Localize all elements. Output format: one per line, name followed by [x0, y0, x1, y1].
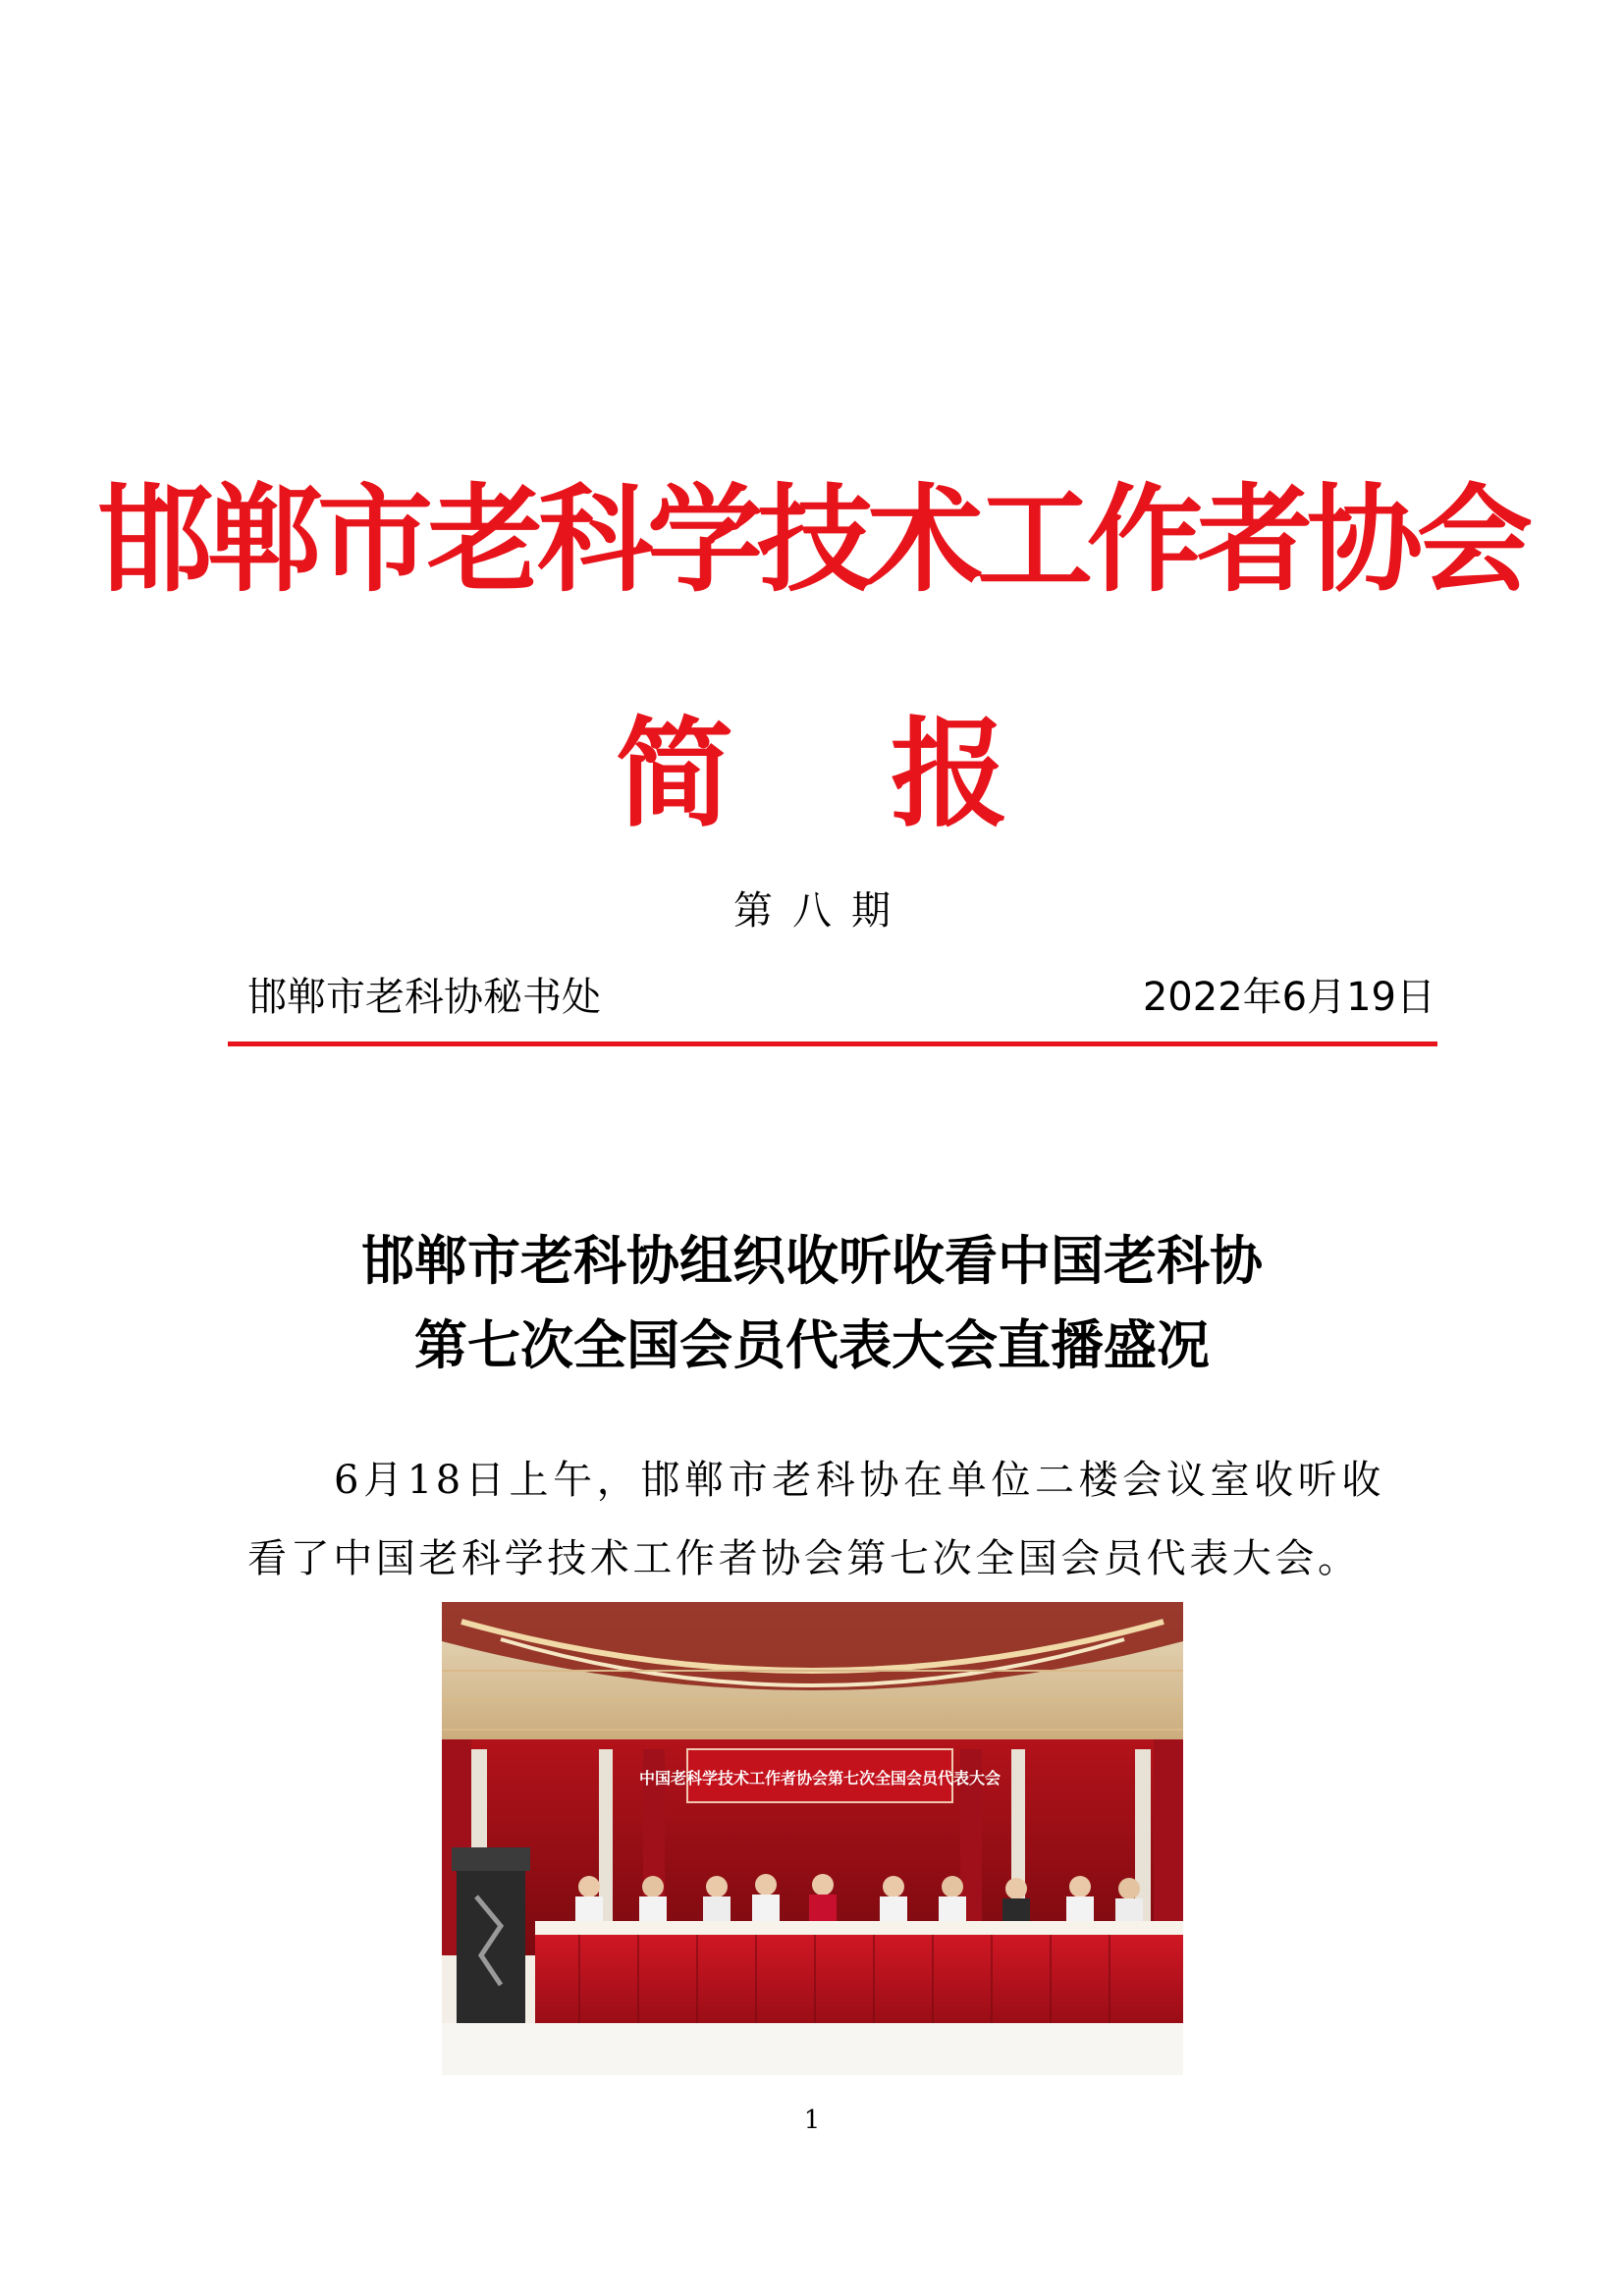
article-headline-line1: 邯郸市老科协组织收听收看中国老科协 — [361, 1229, 1263, 1292]
meeting-photo-illustration — [442, 1602, 1183, 2075]
photo-banner-text: 中国老科学技术工作者协会第七次全国会员代表大会 — [638, 1769, 1001, 1788]
article-headline-line2: 第七次全国会员代表大会直播盛况 — [414, 1313, 1210, 1376]
issue-date: 2022年6月19日 — [1142, 975, 1435, 1020]
header-divider — [228, 1041, 1437, 1046]
issue-number: 第八期 — [733, 888, 910, 934]
article-paragraph: 6月18日上午，邯郸市老科协在单位二楼会议室收听收看了中国老科学技术工作者协会第七次全国会员代表大会。 — [247, 1458, 1384, 1581]
masthead-subtitle: 简报 — [616, 707, 1165, 843]
meeting-photo — [442, 1602, 1183, 2075]
issuer: 邯郸市老科协秘书处 — [247, 975, 601, 1020]
page-number: 1 — [803, 2106, 821, 2135]
masthead-title: 邯郸市老科学技术工作者协会 — [96, 472, 1527, 608]
